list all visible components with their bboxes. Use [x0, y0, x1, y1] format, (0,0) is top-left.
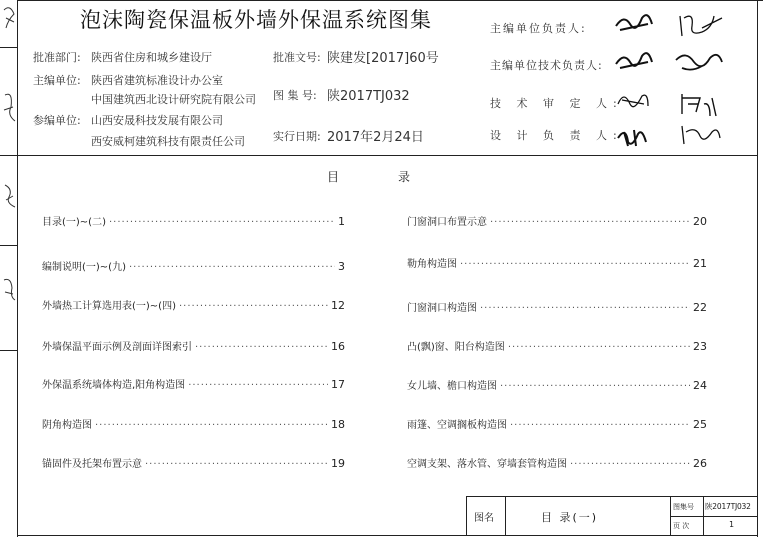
- page-title: 泡沫陶瓷保温板外墙外保温系统图集: [80, 8, 432, 32]
- role-chief-unit: 主编单位负责人:: [490, 22, 587, 35]
- toc-item-page: 24: [693, 379, 707, 392]
- role-design: 设 计 负 责 人:: [490, 129, 623, 142]
- toc-item-title: 门窗洞口布置示意: [407, 217, 487, 228]
- approval-dept-label: 批准部门:: [33, 51, 81, 64]
- toc-item[interactable]: [407, 416, 707, 431]
- toc-item-page: 20: [693, 215, 707, 228]
- toc-leader: [95, 420, 328, 431]
- toc-leader: [508, 342, 690, 353]
- title-block-name-label: 图名: [474, 513, 494, 524]
- toc-item-page: 17: [331, 378, 345, 391]
- toc-item[interactable]: [407, 299, 707, 314]
- title-block-atlas-value: 陕2017TJ032: [705, 502, 751, 511]
- title-block-page-label: 页 次: [673, 522, 690, 530]
- title-block-top: [466, 496, 758, 497]
- toc-item[interactable]: [42, 338, 345, 353]
- title-block-left: [466, 496, 467, 536]
- toc-leader: [179, 301, 328, 312]
- toc-item[interactable]: [407, 338, 707, 353]
- toc-item-page: 1: [338, 215, 345, 228]
- toc-item-title: 阴角构造图: [42, 420, 92, 431]
- title-block-name-value: 目 录(一): [541, 511, 599, 524]
- toc-item[interactable]: [42, 455, 345, 470]
- toc-heading-left: 目: [327, 170, 340, 184]
- co-unit-label: 参编单位:: [33, 114, 81, 127]
- frame-bottom: [17, 535, 758, 536]
- frame-top: [17, 0, 763, 1]
- toc-leader: [195, 342, 328, 353]
- toc-item[interactable]: [42, 213, 345, 228]
- approval-doc-label: 批准文号:: [273, 51, 321, 64]
- toc-leader: [480, 303, 690, 314]
- approval-dept-value: 陕西省住房和城乡建设厅: [91, 51, 212, 64]
- co-unit-line-1: 山西安晟科技发展有限公司: [91, 114, 223, 127]
- header-divider: [17, 155, 758, 156]
- toc-item[interactable]: [407, 255, 707, 270]
- toc-item-title: 空调支架、落水管、穿墙套管构造图: [407, 459, 567, 470]
- impl-date-label: 实行日期:: [273, 130, 321, 143]
- toc-item-page: 3: [338, 260, 345, 273]
- toc-item[interactable]: [42, 258, 345, 273]
- toc-item-page: 12: [331, 299, 345, 312]
- margin-signatures-icon: [0, 0, 17, 360]
- toc-item[interactable]: [407, 455, 707, 470]
- toc-leader: [188, 380, 328, 391]
- chief-unit-label: 主编单位:: [33, 74, 81, 87]
- toc-item[interactable]: [42, 376, 345, 391]
- toc-item-page: 18: [331, 418, 345, 431]
- title-block-mid: [670, 516, 758, 517]
- toc-leader: [500, 381, 690, 392]
- signature-mark-icon: [612, 8, 752, 153]
- toc-leader: [490, 217, 690, 228]
- toc-item-title: 外墙保温平面示例及剖面详图索引: [42, 342, 192, 353]
- toc-item-title: 编制说明(一)~(九): [42, 262, 126, 273]
- atlas-no-value: 陕2017TJ032: [327, 89, 410, 104]
- toc-item-title: 女儿墙、檐口构造图: [407, 381, 497, 392]
- toc-item-title: 门窗洞口构造图: [407, 303, 477, 314]
- toc-item-page: 22: [693, 301, 707, 314]
- title-block-atlas-label: 图集号: [673, 503, 694, 511]
- toc-item[interactable]: [407, 377, 707, 392]
- toc-item[interactable]: [42, 416, 345, 431]
- chief-unit-line-1: 陕西省建筑标准设计办公室: [91, 74, 223, 87]
- toc-leader: [460, 259, 690, 270]
- toc-heading-right: 录: [398, 170, 411, 184]
- toc-item-page: 25: [693, 418, 707, 431]
- toc-item-title: 雨篷、空调搁板构造图: [407, 420, 507, 431]
- toc-item-page: 23: [693, 340, 707, 353]
- chief-unit-line-2: 中国建筑西北设计研究院有限公司: [91, 93, 256, 106]
- toc-leader: [129, 262, 335, 273]
- toc-item-title: 勒角构造图: [407, 259, 457, 270]
- toc-leader: [109, 217, 335, 228]
- binding-margin-line: [17, 0, 18, 537]
- toc-item[interactable]: [42, 297, 345, 312]
- frame-right: [757, 0, 758, 537]
- toc-item[interactable]: [407, 213, 707, 228]
- toc-item-title: 外保温系统墙体构造,阳角构造图: [42, 380, 186, 391]
- toc-item-title: 外墙热工计算选用表(一)~(四): [42, 301, 176, 312]
- atlas-no-label: 图 集 号:: [273, 89, 317, 102]
- title-block-page-value: 1: [729, 520, 735, 529]
- toc-item-page: 16: [331, 340, 345, 353]
- toc-item-page: 19: [331, 457, 345, 470]
- toc-item-title: 凸(飘)窗、阳台构造图: [407, 342, 505, 353]
- toc-item-title: 目录(一)~(二): [42, 217, 106, 228]
- role-tech: 主编单位技术负责人:: [490, 59, 603, 72]
- toc-leader: [510, 420, 690, 431]
- toc-item-page: 26: [693, 457, 707, 470]
- toc-item-page: 21: [693, 257, 707, 270]
- toc-item-title: 锚固件及托架布置示意: [42, 459, 142, 470]
- co-unit-line-2: 西安威柯建筑科技有限责任公司: [91, 135, 245, 148]
- title-block-sep1: [505, 496, 506, 536]
- impl-date-value: 2017年2月24日: [327, 130, 424, 145]
- toc-leader: [145, 459, 328, 470]
- role-review: 技 术 审 定 人:: [490, 97, 623, 110]
- approval-doc-value: 陕建发[2017]60号: [327, 51, 439, 66]
- toc-leader: [570, 459, 690, 470]
